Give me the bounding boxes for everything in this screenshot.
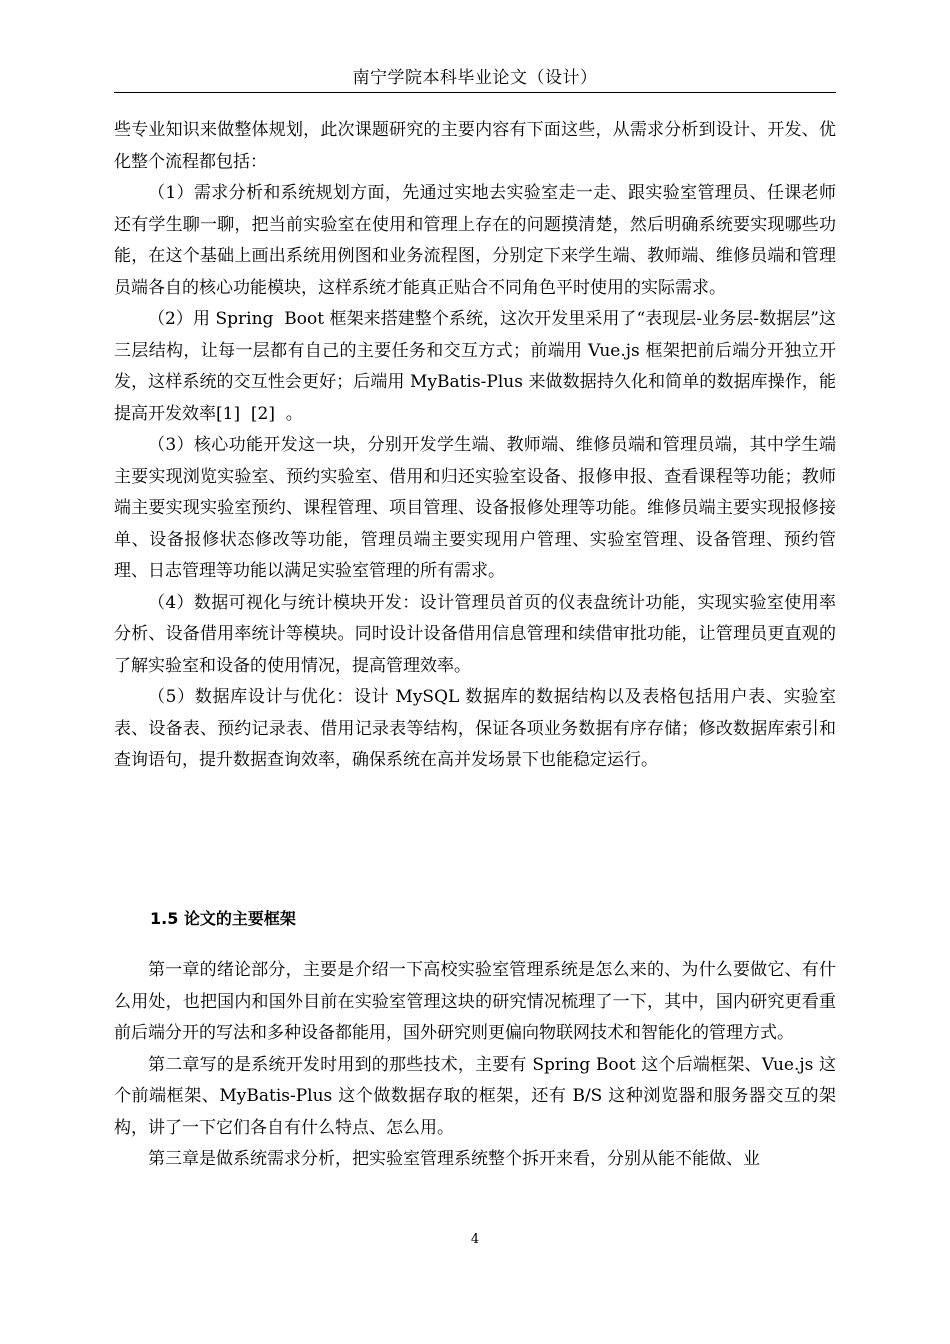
section-heading: 1.5 论文的主要框架: [150, 909, 296, 928]
paragraph-chapter-2: 第二章写的是系统开发时用到的那些技术，主要有 Spring Boot 这个后端框架、Vue.js 这个前端框架、MyBatis-Plus 这个做数据存取的框架，还有 B/S 这种浏览器和服务器交互的架构，讲了一下它们各自有什么特点、怎么用。: [114, 1054, 837, 1138]
paragraph-item-4: （4）数据可视化与统计模块开发：设计管理员首页的仪表盘统计功能，实现实验室使用率分析、设备借用率统计等模块。同时设计设备借用信息管理和续借审批功能，让管理员更直观的了解实验室和设备的使用情况，提高管理效率。: [114, 592, 836, 676]
paragraph-continuation: 些专业知识来做整体规划，此次课题研究的主要内容有下面这些，从需求分析到设计、开发、优化整个流程都包括：: [114, 120, 836, 172]
paragraph-item-5: （5）数据库设计与优化：设计 MySQL 数据库的数据结构以及表格包括用户表、实验室表、设备表、预约记录表、借用记录表等结构，保证各项业务数据有序存储；修改数据库索引和查询语句，提升数据查询效率，确保系统在高并发场景下也能稳定运行。: [114, 687, 836, 770]
page-number: 4: [470, 1232, 480, 1247]
paragraph-chapter-3: 第三章是做系统需求分析，把实验室管理系统整个拆开来看，分别从能不能做、业: [148, 1149, 760, 1169]
body-text-bottom: [114, 955, 836, 1176]
header-divider: [114, 92, 836, 93]
paragraph-item-2: （2）用 Spring Boot 框架来搭建整个系统，这次开发里采用了“表现层-业务层-数据层”这三层结构，让每一层都有自己的主要任务和交互方式；前端用 Vue.js 框架把前后端分开独立开发，这样系统的交互性会更好；后端用 MyBatis-Plus 来做数据持久化和简单的数据库操作，能提高开发效率[1] [2] 。: [114, 309, 836, 424]
paragraph-item-1: （1）需求分析和系统规划方面，先通过实地去实验室走一走、跟实验室管理员、任课老师还有学生聊一聊，把当前实验室在使用和管理上存在的问题摸清楚，然后明确系统要实现哪些功能，在这个基础上画出系统用例图和业务流程图，分别定下来学生端、教师端、维修员端和管理员端各自的核心功能模块，这样系统才能真正贴合不同角色平时使用的实际需求。: [114, 183, 836, 298]
running-header: 南宁学院本科毕业论文（设计）: [352, 68, 598, 88]
paragraph-chapter-1: 第一章的绪论部分，主要是介绍一下高校实验室管理系统是怎么来的、为什么要做它、有什么用处，也把国内和国外目前在实验室管理这块的研究情况梳理了一下，其中，国内研究更看重前后端分开的写法和多种设备都能用，国外研究则更偏向物联网技术和智能化的管理方式。: [114, 960, 836, 1043]
body-text-top: [114, 115, 836, 777]
paragraph-item-3: （3）核心功能开发这一块，分别开发学生端、教师端、维修员端和管理员端，其中学生端主要实现浏览实验室、预约实验室、借用和归还实验室设备、报修申报、查看课程等功能；教师端主要实现实验室预约、课程管理、项目管理、设备报修处理等功能。维修员端主要实现报修接单、设备报修状态修改等功能，管理员端主要实现用户管理、实验室管理、设备管理、预约管理、日志管理等功能以满足实验室管理的所有需求。: [114, 435, 836, 581]
